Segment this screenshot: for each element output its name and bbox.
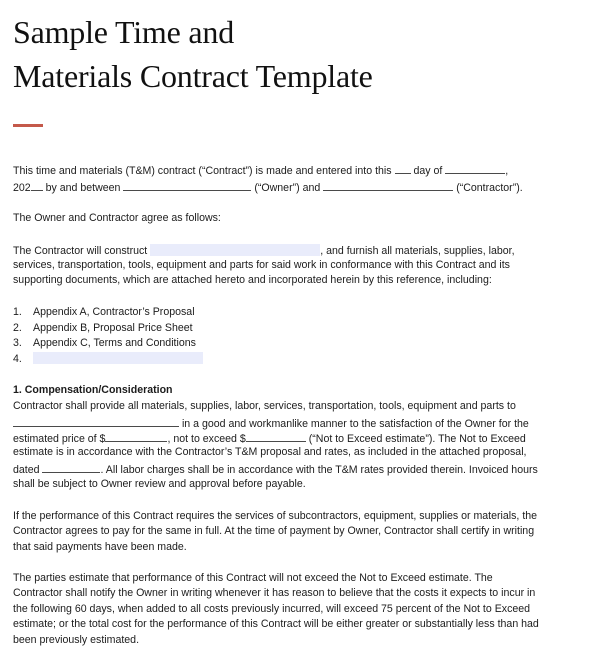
section1-line-4: estimate is in accordance with the Contractor’s T&M proposal and rates, as included in the attached proposal, [13, 446, 527, 458]
section1-line-2: in a good and workmanlike manner to the satisfaction of the Owner for the [13, 416, 529, 430]
section1-line-6: shall be subject to Owner review and approval before payable. [13, 478, 306, 490]
para3-line-5: been previously estimated. [13, 634, 140, 646]
title-line-1: Sample Time and [13, 14, 235, 50]
section1-line-1: Contractor shall provide all materials, supplies, labor, services, transportation, tools, equipment and parts to [13, 400, 516, 412]
section-heading: 1. Compensation/Consideration [13, 384, 173, 396]
para3-line-2: Contractor shall notify the Owner in writing whenever it has reason to believe that the costs it expects to incur in [13, 587, 536, 599]
title-line-2: Materials Contract Template [13, 58, 373, 94]
para2-line-1: If the performance of this Contract requires the services of subcontractors, equipment, supplies or materials, the [13, 510, 538, 522]
list-item: 2. Appendix B, Proposal Price Sheet [13, 322, 193, 334]
section1-line-5: dated . All labor charges shall be in accordance with the T&M rates provided therein. Invoiced hours [13, 464, 538, 476]
para2-line-2: Contractor agrees to pay for the same in full. At the time of payment by Owner, Contractor shall certify in writing [13, 525, 535, 537]
contractor-blank[interactable] [323, 180, 453, 191]
not-to-exceed-blank[interactable] [246, 431, 306, 442]
intro-line-1: This time and materials (T&M) contract (“Contract”) is made and entered into this day of , [13, 165, 509, 177]
estimated-price-blank[interactable] [105, 431, 167, 442]
list-item: 1. Appendix A, Contractor’s Proposal [13, 306, 195, 318]
para2-line-3: that said payments have been made. [13, 541, 187, 553]
agree-line: The Owner and Contractor agree as follows: [13, 212, 221, 224]
intro-line-2: 202 by and between (“Owner”) and (“Contractor”). [13, 182, 523, 194]
day-blank[interactable] [395, 163, 411, 174]
construct-line-1: The Contractor will construct , and furnish all materials, supplies, labor, [13, 245, 515, 257]
para3-line-4: estimate; or the total cost for the performance of this Contract will be either greater or substantially less than had [13, 618, 539, 630]
year-blank[interactable] [31, 180, 43, 191]
month-blank[interactable] [445, 163, 505, 174]
title-accent-rule [13, 124, 43, 127]
project-field[interactable] [150, 244, 320, 256]
proposal-date-blank[interactable] [42, 462, 100, 473]
para3-line-3: the following 60 days, when added to all costs previously incurred, will exceed 75 percent of the Not to Exceed [13, 603, 531, 615]
page-title [13, 10, 373, 98]
owner-blank[interactable] [123, 180, 251, 191]
construct-line-3: supporting documents, which are attached hereto and incorporated herein by this reference, including: [13, 274, 492, 286]
scope-blank[interactable] [13, 416, 179, 427]
appendix-4-field[interactable] [33, 352, 203, 364]
list-item: 4. [13, 352, 203, 365]
construct-line-2: services, transportation, tools, equipment and parts for said work in conformance with this Contract and its [13, 259, 510, 271]
list-item: 3. Appendix C, Terms and Conditions [13, 337, 196, 349]
section1-line-3: estimated price of $ , not to exceed $ (“Not to Exceed estimate”). The Not to Exceed [13, 433, 526, 445]
para3-line-1: The parties estimate that performance of this Contract will not exceed the Not to Exceed estimate. The [13, 572, 493, 584]
